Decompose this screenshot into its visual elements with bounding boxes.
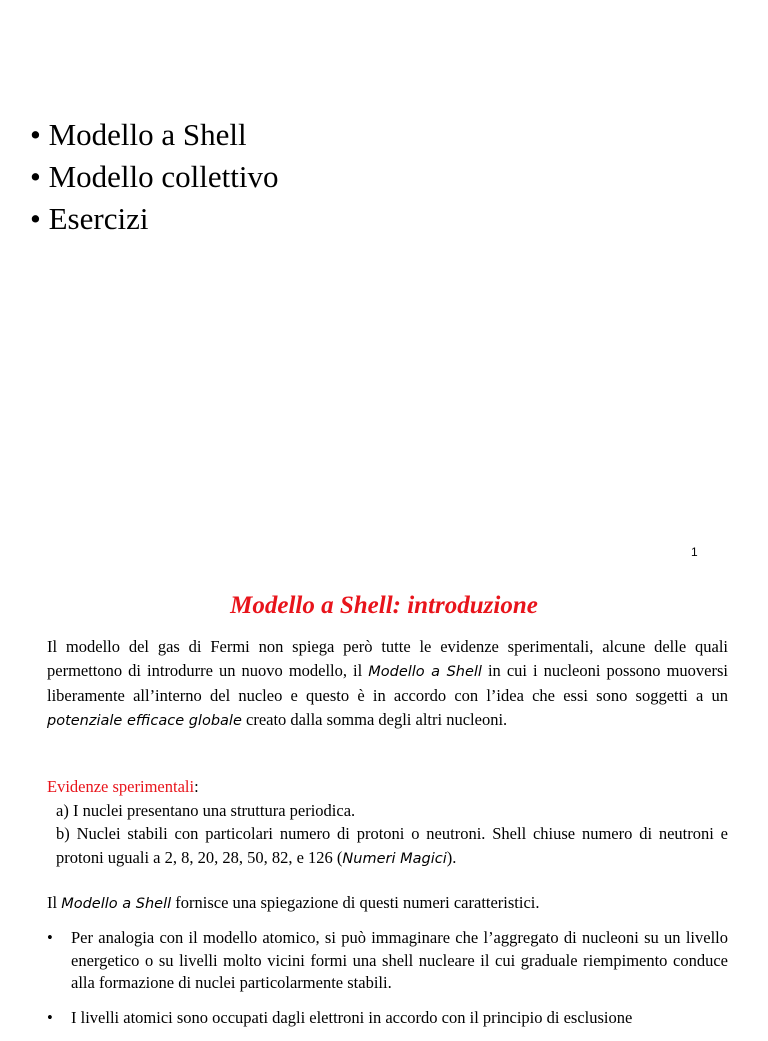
summary-line — [47, 891, 540, 917]
bullet-text: Esercizi — [48, 201, 149, 236]
evidence-heading-line — [47, 775, 728, 799]
slide-title: Modello a Shell: introduzione — [230, 592, 538, 619]
page-number: 1 — [691, 545, 698, 559]
bullet-text: Modello a Shell — [48, 117, 247, 152]
bullet-text: Modello collettivo — [48, 159, 279, 194]
bullet-glyph: • — [30, 159, 41, 194]
intro-emphasis: potenziale efficace globale — [47, 712, 242, 729]
evidence-item-b-end: ). — [446, 847, 457, 867]
evidence-item-b-text: b) Nuclei stabili con particolari numero di protoni o neutroni. Shell chiuse numero di neutroni e protoni uguali a 2, 8, 20, 28, 50, 82, e 126 ( — [56, 824, 728, 867]
slide1-bullet-item — [30, 114, 279, 156]
bullet-glyph: • — [30, 117, 41, 152]
evidence-colon: : — [194, 777, 199, 796]
bullet-glyph: • — [47, 1007, 53, 1027]
evidence-heading: Evidenze sperimentali — [47, 777, 195, 796]
evidence-item-b — [47, 822, 728, 871]
slide1-bullet-item — [30, 156, 279, 198]
slide1-bullet-item — [30, 198, 279, 240]
intro-emphasis: Modello a Shell — [368, 663, 482, 680]
intro-paragraph — [47, 635, 728, 733]
evidence-section — [47, 775, 728, 871]
bullet-text: Per analogia con il modello atomico, si può immaginare che l’aggregato di nucleoni su un livello energetico o su livelli molto vicini formi una shell nucleare il cui graduale riempimento conduce alla formazione di nuclei particolarmente stabili. — [71, 928, 728, 993]
slide2-bullet-item — [47, 927, 728, 995]
slide2-bullet-item — [47, 1007, 728, 1030]
summary-suffix: fornisce una spiegazione di questi numeri caratteristici. — [171, 893, 540, 912]
evidence-item-a: a) I nuclei presentano una struttura periodica. — [56, 800, 356, 820]
slide1-bullet-list — [30, 114, 279, 240]
summary-prefix: Il — [47, 893, 62, 912]
intro-text: creato dalla somma degli altri nucleoni. — [241, 709, 508, 729]
intro-text: in cui i nucleoni possono muoversi liberamente all’interno del nucleo e questo è in accordo con l’idea che essi sono soggetti a un — [47, 660, 728, 706]
evidence-item-b-emphasis: Numeri Magici — [342, 850, 447, 867]
bullet-glyph: • — [30, 201, 41, 236]
summary-emphasis: Modello a Shell — [61, 896, 172, 912]
intro-text: Il modello del gas di Fermi non spiega però tutte le evidenze sperimentali, alcune delle quali permettono di introdurre un nuovo modello, il — [47, 637, 728, 680]
bullet-text: I livelli atomici sono occupati dagli elettroni in accordo con il principio di esclusione — [71, 1007, 633, 1027]
bullet-glyph: • — [47, 928, 53, 947]
